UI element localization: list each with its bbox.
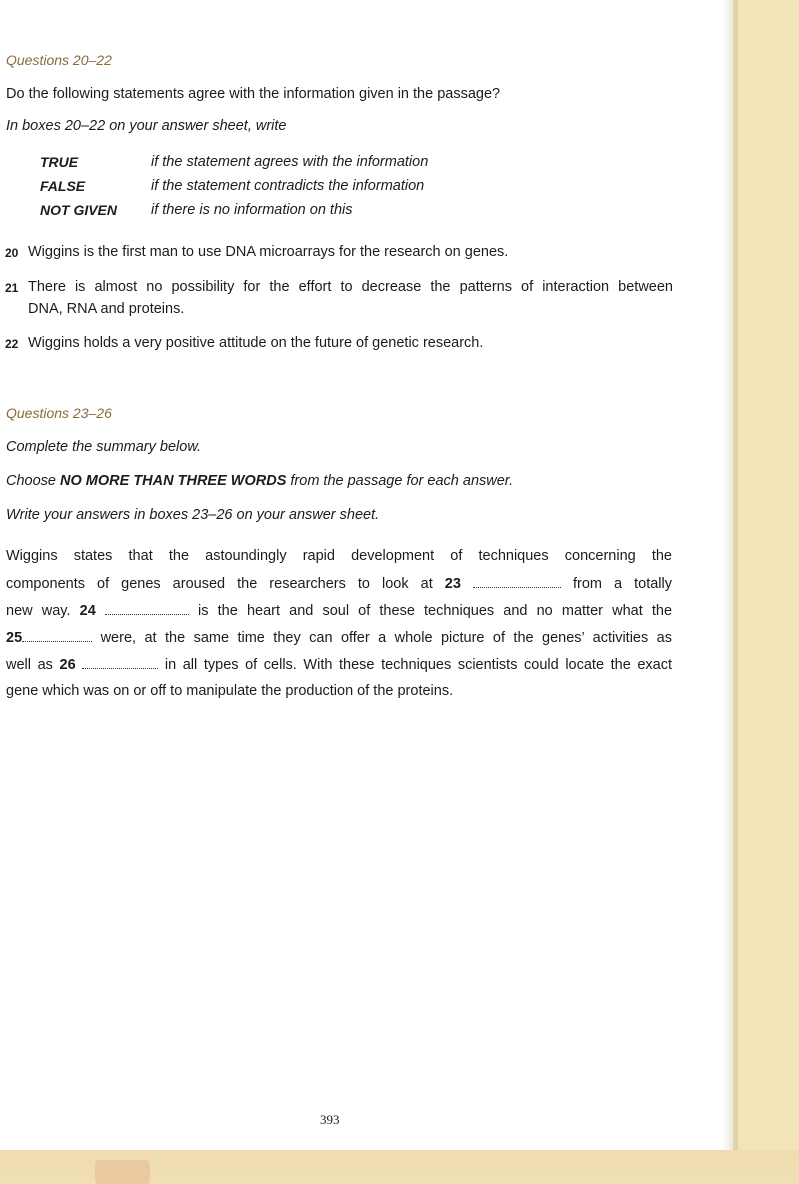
questions-20-22-heading: Questions 20–22 — [6, 52, 112, 68]
instruction-boxes-20-22: In boxes 20–22 on your answer sheet, write — [6, 118, 287, 134]
summary-line-2: components of genes aroused the researchers to look at 23 from a totally — [6, 576, 672, 592]
legend-def-false: if the statement contradicts the information — [151, 178, 425, 194]
question-text: Wiggins holds a very positive attitude on the future of genetic research. — [28, 335, 484, 351]
question-number: 21 — [5, 281, 19, 295]
question-text-line-1: There is almost no possibility for the effort to decrease the patterns of interaction between — [28, 279, 673, 295]
gap-23-blank — [473, 575, 561, 588]
gap-26-blank — [82, 656, 158, 669]
summary-line-3: new way. 24 is the heart and soul of these techniques and no matter what the — [6, 603, 673, 619]
question-text-line-2: DNA, RNA and proteins. — [28, 301, 185, 317]
paper-stain — [95, 1160, 150, 1184]
questions-23-26-heading: Questions 23–26 — [6, 405, 112, 421]
gap-25-blank — [22, 629, 92, 642]
summary-line-4: 25 were, at the same time they can offer a whole picture of the genes’ activities as — [6, 630, 672, 646]
question-text: Wiggins is the first man to use DNA microarrays for the research on genes. — [28, 244, 509, 260]
legend-def-true: if the statement agrees with the information — [151, 154, 429, 170]
summary-line-1: Wiggins states that the astoundingly rapid development of techniques concerning the — [6, 548, 672, 564]
question-number: 22 — [5, 337, 19, 351]
legend-key-not-given: NOT GIVEN — [40, 202, 118, 218]
gap-26-number: 26 — [59, 657, 76, 673]
question-number: 20 — [5, 246, 19, 260]
legend-key-true: TRUE — [40, 154, 79, 170]
page-edge-shadow — [722, 0, 738, 1150]
gap-25-number: 25 — [6, 630, 23, 646]
summary-line-6: gene which was on or off to manipulate the production of the proteins. — [6, 683, 454, 699]
instruction-word-limit: Choose NO MORE THAN THREE WORDS from the passage for each answer. — [6, 473, 514, 489]
instruction-agree: Do the following statements agree with the information given in the passage? — [6, 86, 501, 102]
legend-key-false: FALSE — [40, 178, 86, 194]
instruction-boxes-23-26: Write your answers in boxes 23–26 on your answer sheet. — [6, 507, 380, 523]
summary-line-5: well as 26 in all types of cells. With these techniques scientists could locate the exact — [6, 657, 673, 673]
legend-def-not-given: if there is no information on this — [151, 202, 353, 218]
gap-24-number: 24 — [79, 603, 96, 619]
gap-23-number: 23 — [444, 576, 461, 592]
instruction-complete-summary: Complete the summary below. — [6, 439, 202, 455]
page-number: 393 — [320, 1112, 340, 1127]
gap-24-blank — [105, 602, 189, 615]
